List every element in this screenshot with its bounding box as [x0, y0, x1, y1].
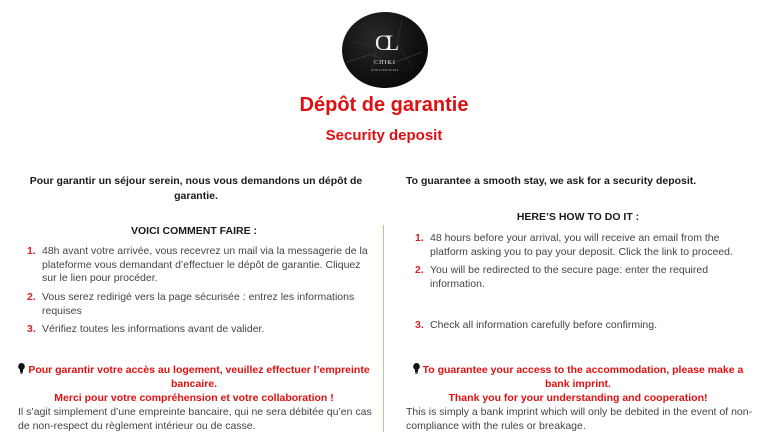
intro-text: Pour garantir un séjour serein, nous vous demandons un dépôt de garantie.: [29, 175, 363, 202]
lightbulb-icon: [413, 363, 420, 374]
footer-text: Il s’agit simplement d’une empreinte bancaire, qui ne sera débitée qu’en cas de non-respect du règlement intérieur ou de casse.: [18, 406, 372, 432]
howto-heading: HERE’S HOW TO DO IT :: [516, 211, 640, 223]
column-divider: [383, 225, 384, 432]
notice-block: [406, 362, 750, 405]
steps-list: [18, 245, 370, 337]
footer-text: This is simply a bank imprint which will only be debited in the event of non-compliance with the rules or breakage.: [406, 406, 753, 432]
step-number: 2.: [415, 264, 424, 276]
notice-line-2: Thank you for your understanding and cooperation!: [448, 392, 708, 404]
notice-line-1: To guarantee your access to the accommodation, please make a bank imprint.: [422, 364, 744, 390]
step-number: 3.: [415, 319, 424, 331]
step-text: 48 hours before your arrival, you will receive an email from the platform asking you to pay your deposit. Click the link to proceed.: [430, 232, 733, 258]
logo-tagline: CONCIERGERIE: [371, 68, 399, 72]
howto-heading: VOICI COMMENT FAIRE :: [131, 225, 257, 237]
page-title: Dépôt de garantie: [299, 94, 469, 116]
step-item: [18, 291, 370, 323]
step-number: 1.: [27, 245, 36, 257]
step-text: 48h avant votre arrivée, vous recevrez un mail via la messagerie de la plateforme vous demandant d’effectuer le dépôt de garantie. Cliquez sur le lien pour procéder.: [42, 245, 368, 284]
step-number: 3.: [27, 323, 36, 335]
step-item: [406, 232, 750, 264]
step-number: 1.: [415, 232, 424, 244]
notice-line-2: Merci pour votre compréhension et votre collaboration !: [54, 392, 334, 404]
step-number: 2.: [27, 291, 36, 303]
step-text: Vérifiez toutes les informations avant de valider.: [42, 323, 265, 335]
step-item: [406, 319, 750, 333]
notice-block: [18, 362, 370, 405]
step-item: [18, 323, 370, 337]
step-text: You will be redirected to the secure page: enter the required information.: [430, 264, 709, 290]
lightbulb-icon: [18, 363, 25, 374]
steps-list: [406, 232, 750, 333]
step-item: [406, 264, 750, 319]
notice-line-1: Pour garantir votre accès au logement, veuillez effectuer l’empreinte bancaire.: [28, 364, 370, 390]
page-subtitle: Security deposit: [325, 127, 443, 144]
brand-logo: [342, 12, 428, 88]
step-item: [18, 245, 370, 291]
logo-monogram: CL: [374, 30, 396, 55]
step-text: Check all information carefully before confirming.: [430, 319, 658, 331]
intro-text: To guarantee a smooth stay, we ask for a security deposit.: [406, 175, 697, 187]
step-text: Vous serez redirigé vers la page sécurisée : entrez les informations requises: [42, 291, 355, 317]
logo-name: CHIKI: [374, 60, 396, 66]
